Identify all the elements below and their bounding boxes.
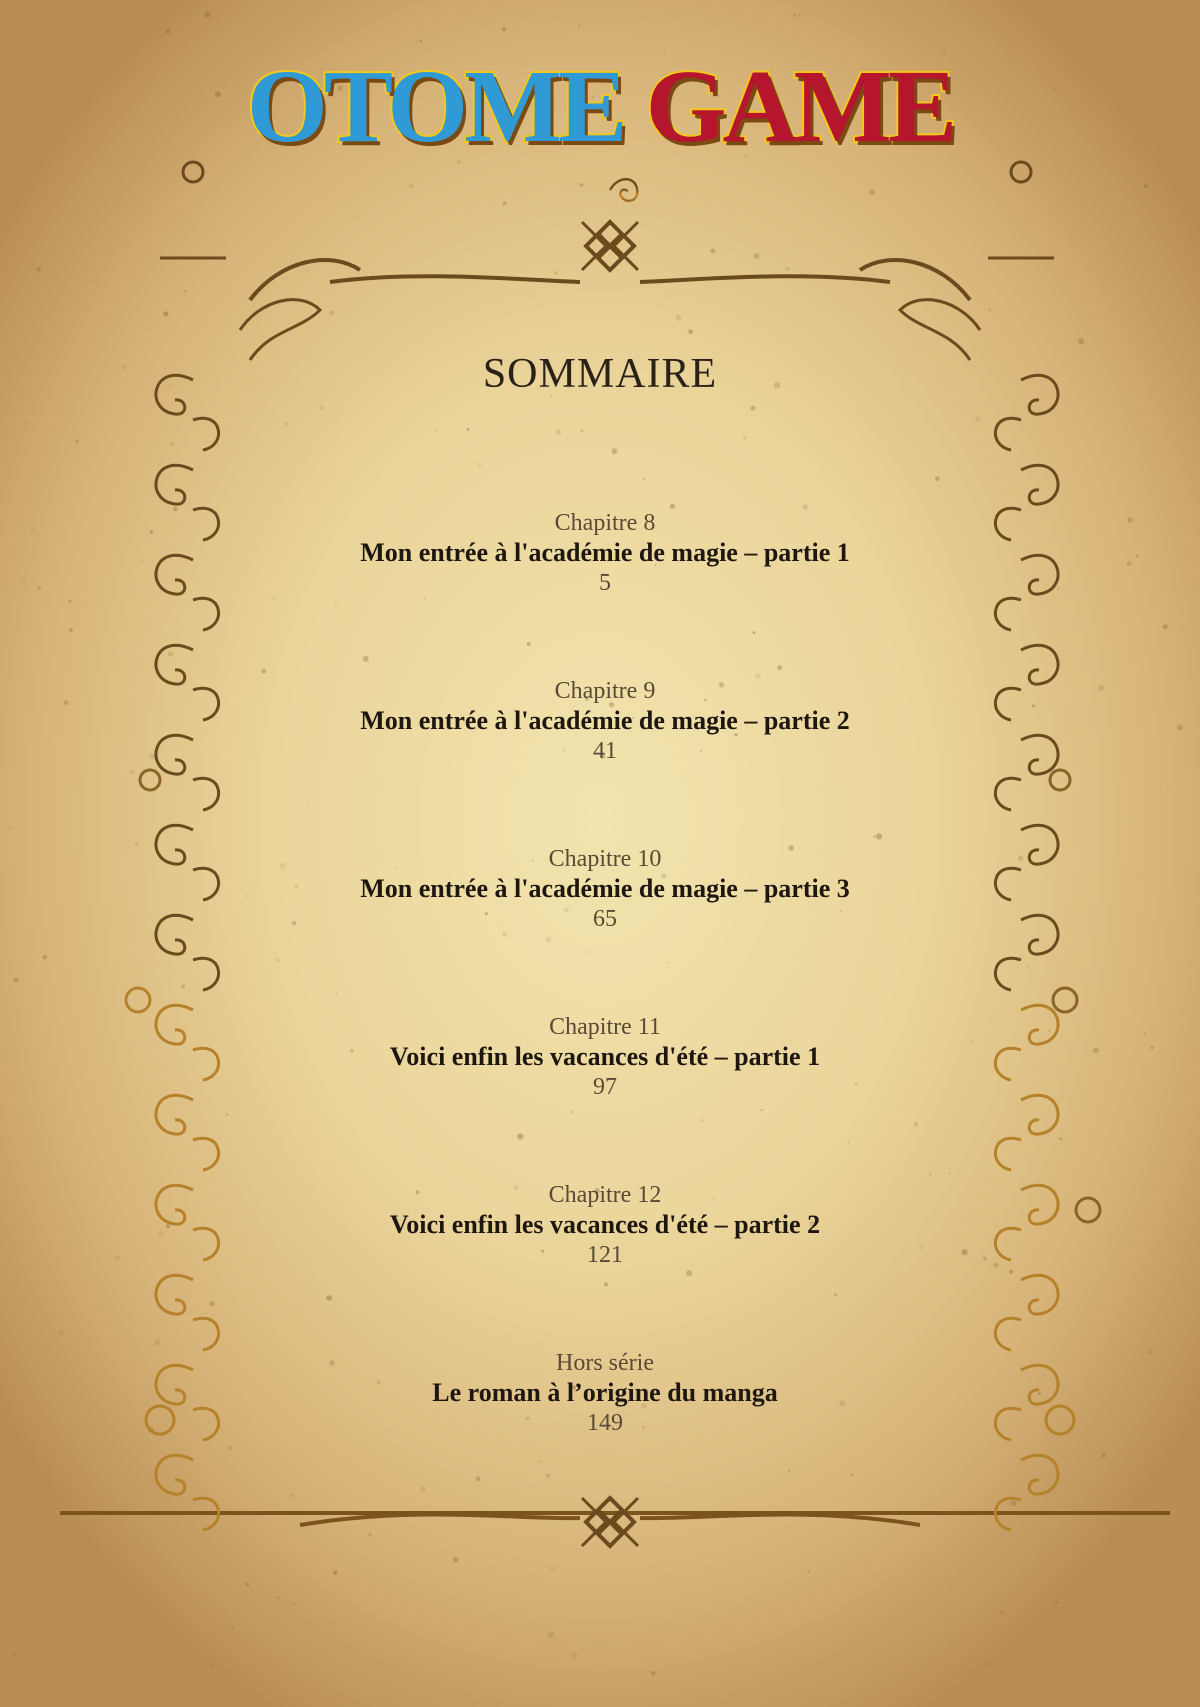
chapter-label: Chapitre 11 (549, 1014, 661, 1040)
logo-word-otome: OTOME (246, 49, 624, 164)
chapter-title: Voici enfin les vacances d'été – partie 2 (389, 1210, 821, 1239)
chapter-page-number: 41 (593, 738, 617, 764)
left-rail (193, 140, 203, 1500)
series-logo (0, 49, 1200, 164)
toc-entry (310, 1348, 900, 1516)
chapter-title: Voici enfin les vacances d'été – partie 1 (389, 1042, 821, 1071)
chapter-page-number: 149 (587, 1410, 623, 1436)
chapter-title: Mon entrée à l'académie de magie – partie 2 (360, 706, 850, 735)
chapter-page-number: 121 (587, 1242, 623, 1268)
chapter-label: Chapitre 8 (554, 510, 656, 536)
chapter-label: Hors série (556, 1350, 654, 1376)
toc-list (310, 508, 900, 1516)
chapter-title: Mon entrée à l'académie de magie – partie 1 (360, 538, 850, 567)
chapter-page-number: 65 (593, 906, 617, 932)
chapter-label: Chapitre 10 (548, 846, 662, 872)
chapter-label: Chapitre 12 (548, 1182, 662, 1208)
page-title: SOMMAIRE (482, 351, 718, 397)
toc-entry (310, 1180, 900, 1348)
logo-word-game: GAME (645, 49, 954, 164)
toc-entry (310, 508, 900, 676)
toc-entry (310, 676, 900, 844)
chapter-title: Le roman à l’origine du manga (432, 1378, 778, 1407)
chapter-page-number: 5 (599, 570, 611, 596)
top-rail (250, 260, 970, 300)
toc-entry (310, 1012, 900, 1180)
chapter-title: Mon entrée à l'académie de magie – partie 3 (360, 874, 850, 903)
chapter-page-number: 97 (593, 1074, 617, 1100)
right-rail (1011, 140, 1021, 1500)
chapter-label: Chapitre 9 (554, 678, 656, 704)
toc-entry (310, 844, 900, 1012)
